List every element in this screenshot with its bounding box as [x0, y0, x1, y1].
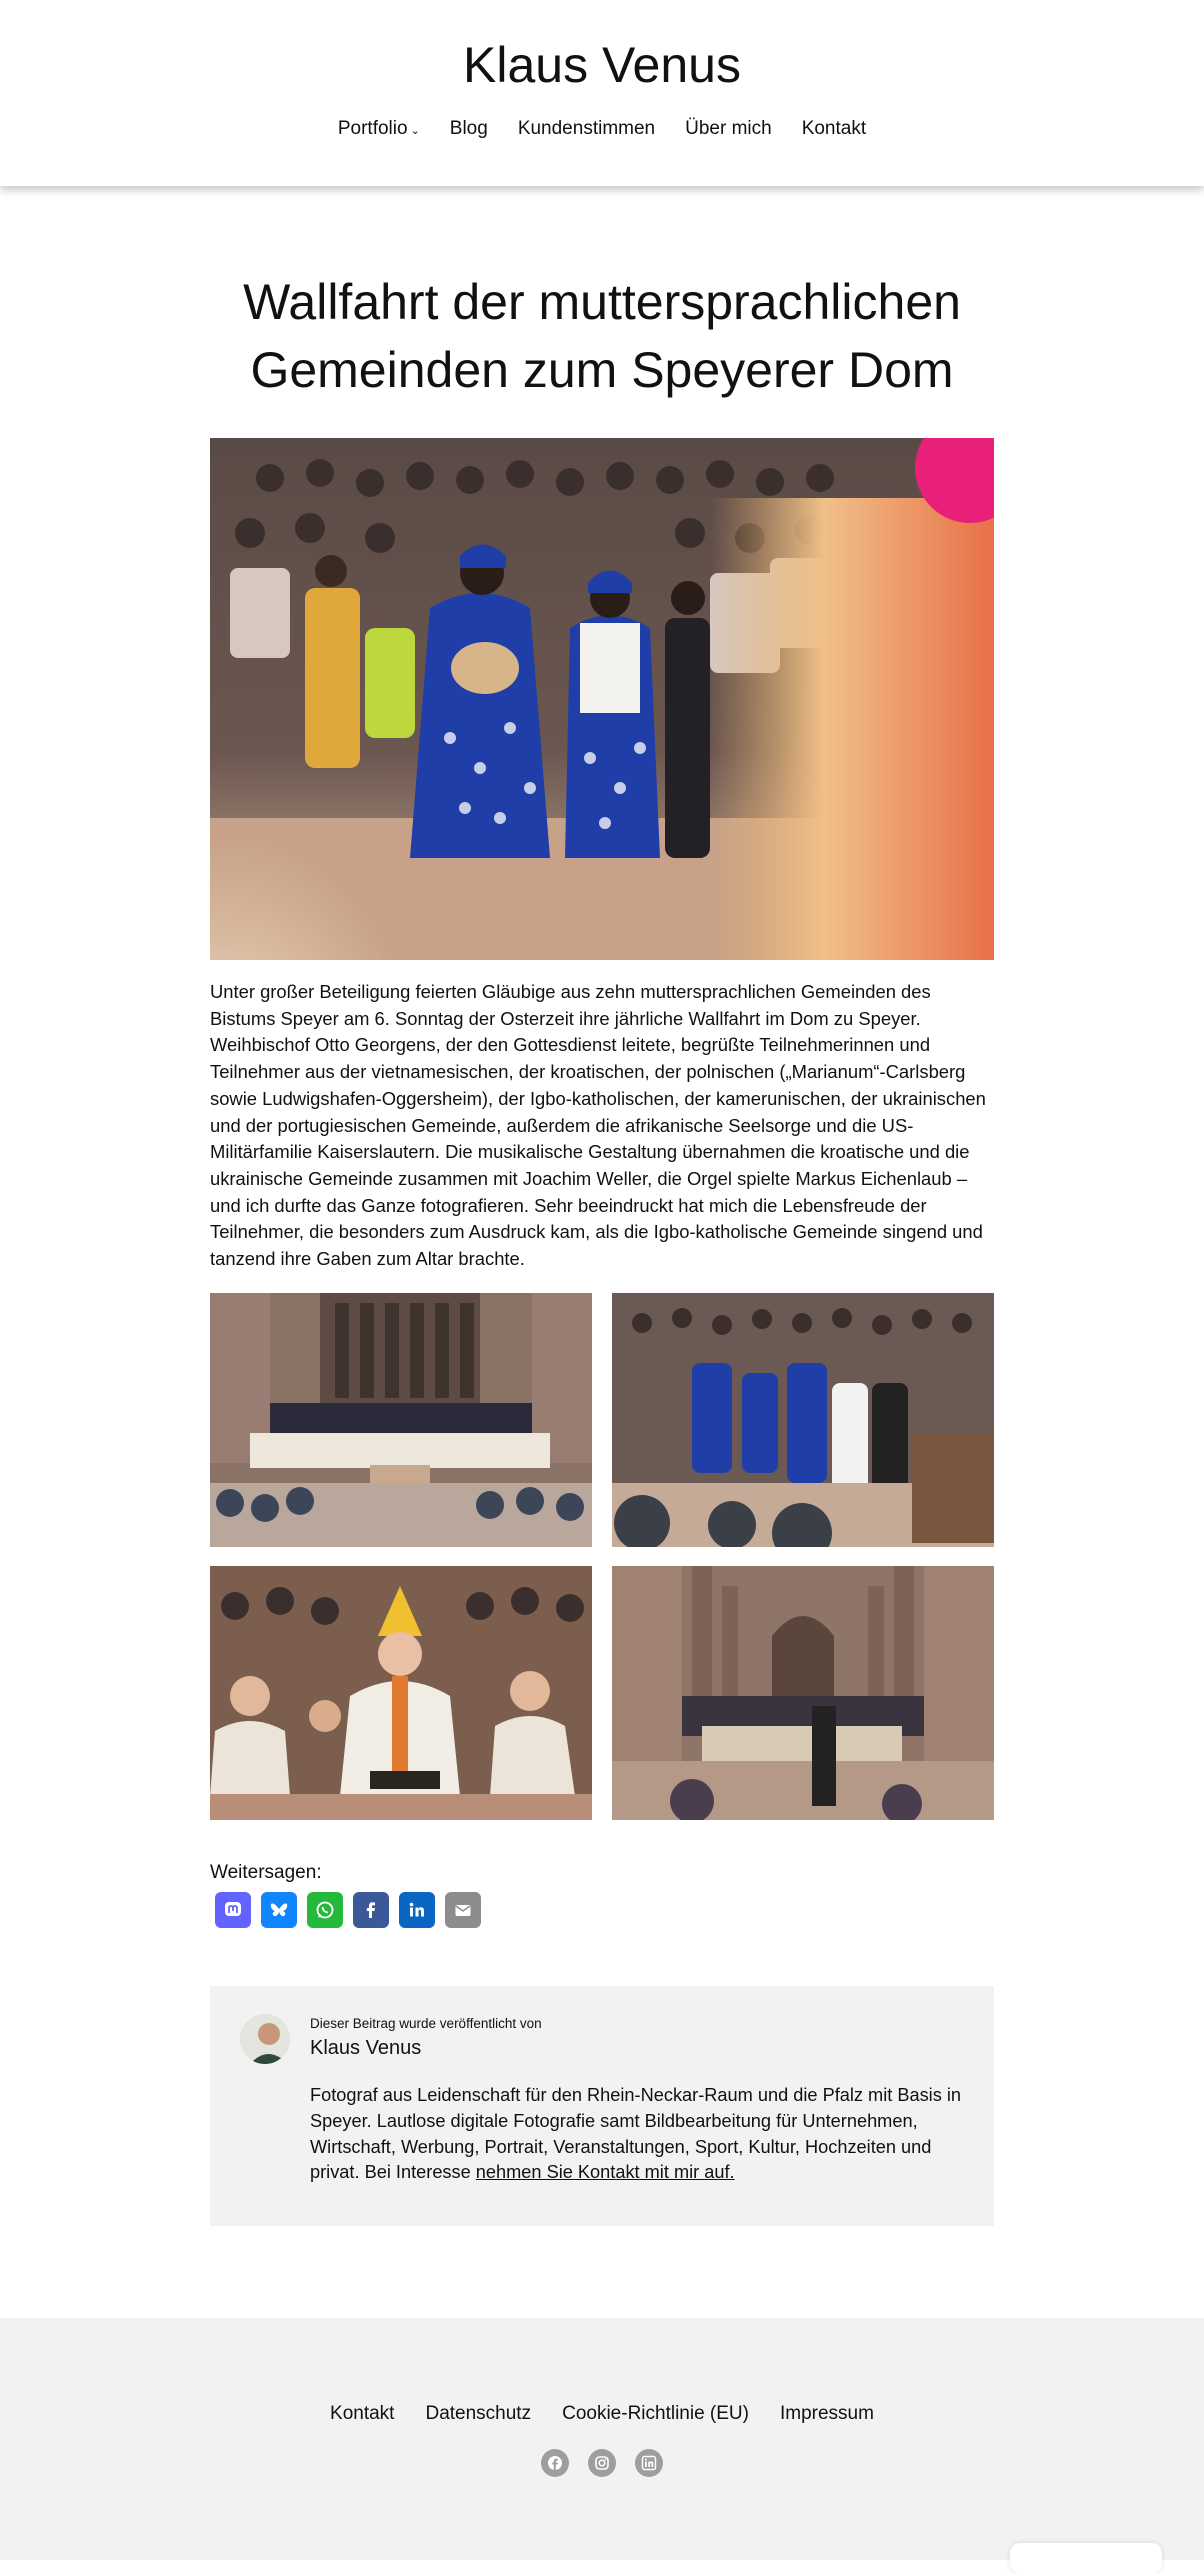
nav-item-kundenstimmen[interactable]: Kundenstimmen [517, 118, 656, 139]
mastodon-icon [223, 1900, 243, 1920]
share-label: Weitersagen: [210, 1862, 322, 1883]
footer-link-datenschutz[interactable]: Datenschutz [425, 2403, 532, 2424]
nav-label: Portfolio [337, 118, 408, 139]
footer-link-cookie-richtlinie[interactable]: Cookie-Richtlinie (EU) [562, 2403, 749, 2424]
email-icon [453, 1900, 473, 1920]
bluesky-icon [269, 1900, 289, 1920]
published-by-label: Dieser Beitrag wurde veröffentlicht von [310, 2016, 542, 2031]
gallery-image[interactable] [612, 1566, 994, 1820]
contact-link[interactable]: nehmen Sie Kontakt mit mir auf. [475, 2162, 735, 2183]
nav-item-ueber-mich[interactable]: Über mich [685, 118, 772, 139]
avatar-photo [240, 2014, 290, 2064]
gallery-image[interactable] [210, 1293, 592, 1547]
post-paragraph: Unter großer Beteiligung feierten Gläubige aus zehn muttersprachlichen Gemeinden des Bistums Speyer am 6. Sonntag der Osterzeit ihre jährliche Wallfahrt im Dom zu Speyer. Weihbischof Otto Georgens, der den Gottesdienst leitete, begrüßte Teilnehmerinnen und Teilnehmer aus der vietnamesischen, der kroatischen, der polnischen („Marianum“-Carlsberg sowie Ludwigshafen-Oggersheim), der Igbo-katholischen, der kamerunischen, der ukrainischen und der portugiesischen Gemeinde, außerdem die afrikanische Seelsorge und die US-Militärfamilie Kaiserslautern. Die musikalische Gestaltung übernahmen die kroatische und die ukrainische Gemeinde zusammen mit Joachim Weller, die Orgel spielte Markus Eichenlaub – und ich durfte das Ganze fotografieren. Sehr beeindruckt hat mich die Lebensfreude der Teilnehmer, die besonders zum Ausdruck kam, als die Igbo-katholische Gemeinde singend und tanzend ihre Gaben zum Altar brachte. [210, 981, 986, 1270]
post-title: Wallfahrt der muttersprachlichen Gemeinden zum Speyerer Dom [243, 274, 961, 398]
site-header [0, 0, 1204, 186]
site-title[interactable]: Klaus Venus [463, 37, 741, 93]
gallery-image[interactable] [612, 1293, 994, 1547]
share-email-button[interactable] [445, 1892, 481, 1928]
footer-instagram-link[interactable] [588, 2449, 616, 2477]
footer-facebook-link[interactable] [541, 2449, 569, 2477]
facebook-icon [361, 1900, 381, 1920]
gallery-image[interactable] [210, 1566, 592, 1820]
share-bluesky-button[interactable] [261, 1892, 297, 1928]
nav-item-kontakt[interactable]: Kontakt [801, 118, 867, 139]
chevron-down-icon: ⌄ [410, 125, 420, 137]
footer-link-kontakt[interactable]: Kontakt [330, 2403, 395, 2424]
footer-link-impressum[interactable]: Impressum [779, 2403, 874, 2424]
main-nav [0, 118, 1204, 140]
author-box [210, 1986, 994, 2226]
author-bio [310, 2083, 970, 2186]
nav-item-portfolio[interactable] [338, 118, 420, 140]
gallery-photo-altar [210, 1293, 592, 1547]
share-facebook-button[interactable] [353, 1892, 389, 1928]
whatsapp-icon [315, 1900, 335, 1920]
nav-item-blog[interactable]: Blog [449, 118, 488, 139]
facebook-icon [547, 2455, 563, 2471]
instagram-icon [594, 2455, 610, 2471]
footer-nav [0, 2403, 1204, 2425]
share-mastodon-button[interactable] [215, 1892, 251, 1928]
share-whatsapp-button[interactable] [307, 1892, 343, 1928]
hero-photo-graphic [210, 438, 994, 960]
linkedin-icon [641, 2455, 657, 2471]
author-name[interactable]: Klaus Venus [310, 2037, 422, 2059]
hero-photo[interactable] [210, 438, 994, 960]
footer-linkedin-link[interactable] [635, 2449, 663, 2477]
avatar[interactable] [240, 2014, 290, 2064]
gallery-photo-nave [612, 1566, 994, 1820]
linkedin-icon [407, 1900, 427, 1920]
gallery-photo-procession [612, 1293, 994, 1547]
floating-widget[interactable] [1010, 2543, 1162, 2573]
share-linkedin-button[interactable] [399, 1892, 435, 1928]
gallery-photo-bishop [210, 1566, 592, 1820]
site-footer [0, 2318, 1204, 2560]
author-bio-text: Fotograf aus Leidenschaft für den Rhein-Neckar-Raum und die Pfalz mit Basis in Speyer. Lautlose digitale Fotografie samt Bildbearbeitung für Unternehmen, Wirtschaft, Werbung, Portrait, Veranstaltungen, Sport, Kultur, Hochzeiten und privat. Bei Interesse [310, 2085, 962, 2183]
